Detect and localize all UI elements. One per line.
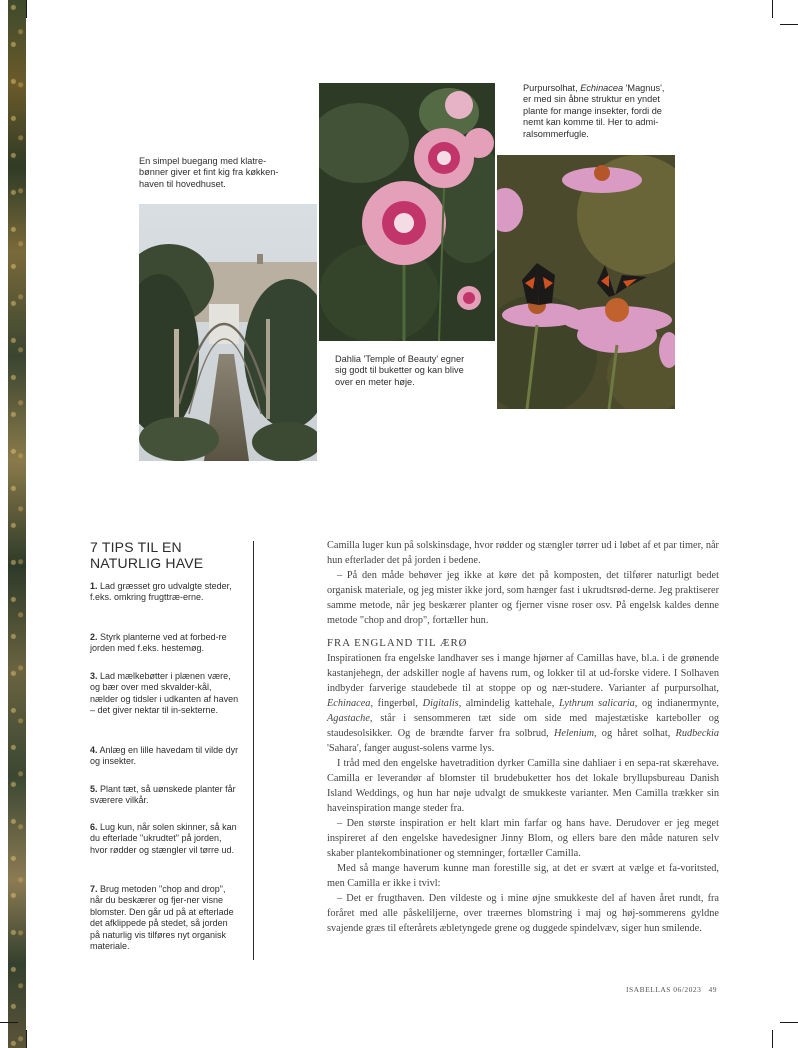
caption-dahlia: [335, 354, 495, 388]
caption-garden-text: En simpel buegang med klatre- bønner giver et fint kig fra køkken- haven til hovedhuset.: [139, 156, 279, 189]
tips-title: [90, 539, 255, 571]
tip-5: [90, 784, 240, 807]
p3-part: , står i sensommeren tæt side om side med majestætiske karteboller og staudesolsikker. Og de brændte farver fra solbrud,: [327, 713, 719, 739]
column-divider: [253, 541, 254, 960]
caption-garden: [139, 156, 299, 190]
crop-mark: [772, 0, 773, 18]
article-paragraph-4: I tråd med den engelske havetradition dyrker Camilla sine dahliaer i en sepa-rat skærehave. Camilla er leverandør af blomster til brudebuketter hos det lokale bryllupsbureau Danish Island Weddings, og hun har nøje udvalgt de smukkeste varianter. Men Camilla trækker sin haveinspiration mange steder fra.: [327, 758, 719, 814]
tip-2: [90, 632, 240, 655]
side-plant-highlights: [8, 0, 26, 1048]
article-paragraph-5: – Den største inspiration er helt klart min farfar og hans have. Derudover er jeg meget inspireret af den engelske havedesigner Jinny Blom, og ellers bare den måde naturen selv skaber plantekombinationer og stemninger, fortæller Camilla.: [327, 818, 719, 859]
tip-3: [90, 671, 240, 717]
article-paragraph-3: [327, 651, 719, 756]
plant-name: Echinacea: [327, 698, 371, 709]
article-paragraph-2: – På den måde behøver jeg ikke at køre det på komposten, det tilfører naturligt bedet organisk materiale, og jeg mister ikke jord, som hænger fast i ukrudtsrød-derne. Jeg praktiserer samme metode, når jeg beskærer planter og fjerner visne roser osv. På engelsk kaldes denne metode "chop and drop", fortæller hun.: [327, 570, 719, 626]
p3-part: , almindelig kattehale,: [458, 698, 559, 709]
tip-number: 1.: [90, 581, 98, 591]
p3-part: , og håret solhat,: [594, 728, 676, 739]
tip-text: Lug kun, når solen skinner, så kan du efterlade "ukrudtet" på jorden, hvor rødder og stængler vil tørre ud.: [90, 822, 237, 855]
article-paragraph-6: Med så mange haverum kunne man forestille sig, at det er svært at vælge et fa-voritsted, men Camilla er ikke i tvivl:: [327, 863, 719, 889]
tip-text: Plant tæt, så uønskede planter får sværere vilkår.: [90, 784, 236, 806]
p3-part: , fingerbøl,: [370, 698, 423, 709]
tips-title-text: 7 TIPS TIL EN NATURLIG HAVE: [90, 539, 204, 571]
tip-6: [90, 822, 240, 856]
tip-1: [90, 581, 240, 604]
p3-part: 'Sahara', fanger august-solens varme lys.: [327, 743, 495, 754]
caption-echinacea: [523, 83, 688, 140]
tip-number: 4.: [90, 745, 98, 755]
plant-name: Rudbeckia: [675, 728, 719, 739]
footer-issue: ISABELLAS 06/2023: [625, 985, 702, 994]
tip-number: 6.: [90, 822, 98, 832]
crop-mark: [0, 1022, 18, 1023]
tip-text: Lad græsset gro udvalgte steder, f.eks. omkring frugttræ-erne.: [90, 581, 232, 603]
crop-mark: [780, 24, 798, 25]
article-paragraph-7: – Det er frugthaven. Den vildeste og i mine øjne smukkeste del af haven året rundt, fra foråret med alle påskeliljerne, over træernes blomstring i maj og høj-sommerens gyldne svajende græs til efterårets æbletyngede grene og duggede spindelvæv, siger hun smilende.: [327, 893, 719, 934]
crop-mark: [772, 1030, 773, 1048]
p3-part: , og indianermynte,: [634, 698, 719, 709]
plant-name: Digitalis: [422, 698, 459, 709]
caption-echinacea-text-a: Purpursolhat,: [523, 83, 581, 93]
caption-dahlia-text: Dahlia 'Temple of Beauty' egner sig godt til buketter og kan blive over en meter høje.: [335, 354, 465, 387]
tip-text: Brug metoden "chop and drop", når du beskærer og fjer-ner visne blomster. Den går ud på at efterlade det afklippede på stedet, så jorden på naturlig vis tilføres nyt organisk materiale.: [90, 884, 234, 952]
photo-echinacea-butterflies: [497, 155, 675, 409]
article-body: [327, 538, 719, 936]
photo-garden-arch: [139, 204, 317, 461]
tip-7: [90, 884, 240, 952]
article-paragraph-1: Camilla luger kun på solskinsdage, hvor rødder og stængler tørrer ud i løbet af et par timer, når hun efterlader det på jorden i bedene.: [327, 540, 719, 566]
tip-number: 2.: [90, 632, 98, 642]
tip-number: 5.: [90, 784, 98, 794]
p3-part: Inspirationen fra engelske landhaver ses i mange hjørner af Camillas have, bl.a. i de grønende kastanjehegn, der adskiller nogle af havens rum, og lokker til at ud-forske videre. I Solhaven indbyder farverige staudebede til at stoppe op og nær-studere. Varianter af purpursolhat,: [327, 653, 719, 694]
tip-text: Anlæg en lille havedam til vilde dyr og insekter.: [90, 745, 239, 767]
caption-echinacea-text-b: 'Magnus', er med sin åbne struktur en yndet plante for mange insekter, fordi de nemt kan komme til. Her to admi- ralsommerfugle.: [523, 83, 665, 139]
page-footer: [626, 985, 717, 994]
photo-dahlia: [319, 83, 495, 341]
crop-mark: [780, 1022, 798, 1023]
article-subheading: FRA ENGLAND TIL ÆRØ: [327, 637, 468, 649]
page-number: 49: [708, 985, 717, 994]
crop-mark: [26, 1030, 27, 1048]
caption-echinacea-species: Echinacea: [580, 83, 624, 93]
tip-number: 7.: [90, 884, 98, 894]
tip-text: Styrk planterne ved at forbed-re jorden med f.eks. hestemøg.: [90, 632, 227, 654]
plant-name: Agastache: [327, 713, 370, 724]
crop-mark: [26, 0, 27, 18]
tip-text: Lad mælkebøtter i plænen være, og bær over med skvalder-kål, nælder og tidsler i udkanten af haven – det giver nektar til in-sekterne.: [90, 671, 239, 716]
plant-name: Lythrum salicaria: [558, 698, 635, 709]
tip-4: [90, 745, 240, 768]
plant-name: Helenium: [553, 728, 595, 739]
tip-number: 3.: [90, 671, 98, 681]
